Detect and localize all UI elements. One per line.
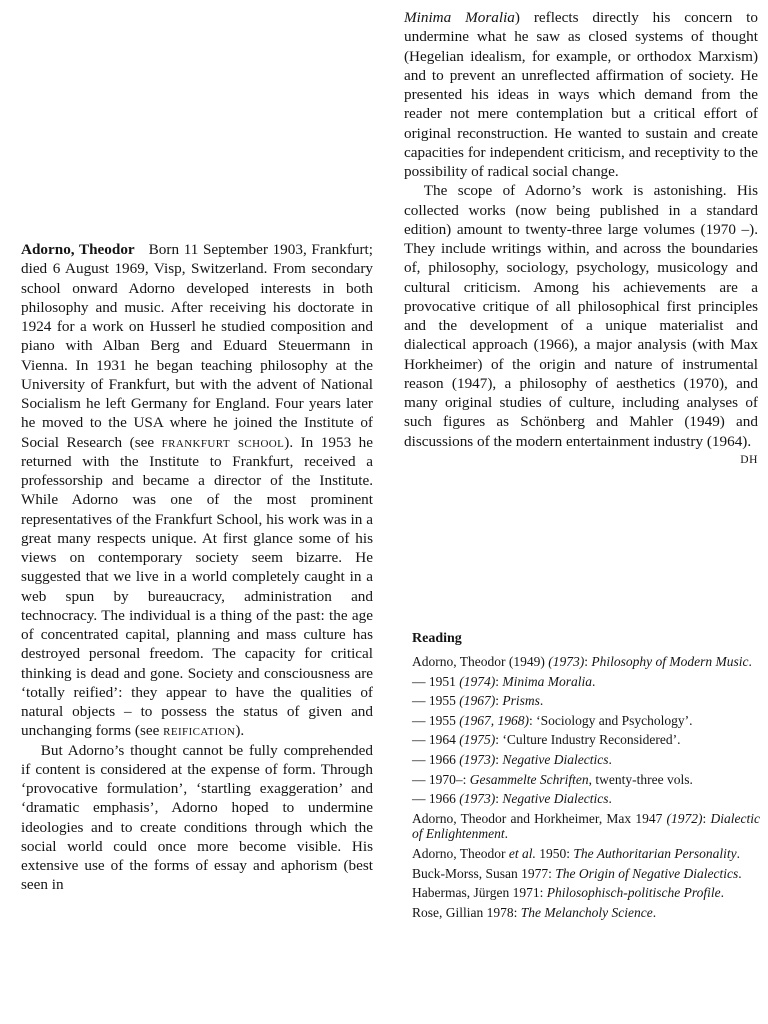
reading-citation-text: (1973) [459, 791, 496, 807]
reading-citation-text: — 1966 [412, 751, 460, 767]
reading-entry [412, 752, 760, 768]
reading-entry [412, 654, 760, 670]
reading-citation-text: : [495, 791, 503, 807]
reading-items [412, 654, 760, 920]
reading-title-text: Negative Dialectics [502, 791, 609, 807]
reading-entry [412, 866, 760, 882]
reading-citation-text: (1967, 1968) [459, 712, 529, 728]
reading-citation-text: (1972) [666, 810, 703, 826]
entry-text: Born 11 September 1903, Frankfurt; died 6 August 1969, Visp, Switzerland. From secondary school onward Adorno developed interests in both philosophy and music. After receiving his doctorate in 1924 for a work on Husserl he studied composition and piano with Alban Berg and Eduard Steuermann in Vienna. In 1931 he began teaching philosophy at the University of Frankfurt, but with the advent of National Socialism he left Germany for England. Four years later he moved to the USA where he joined the Institute of Social Research (see [21, 241, 373, 451]
reading-citation-text: — 1951 [412, 673, 460, 689]
reading-citation-text: (1973) [548, 654, 585, 669]
reading-citation-text: : [495, 751, 503, 767]
reading-citation-text: . [608, 751, 612, 767]
entry-text: The scope of Adorno’s work is astonishing. His collected works (now being published in a standard edition) amount to twenty-three large volumes (1970 –). They include writings within, and across the boundaries of, philosophy, sociology, psychology, musicology and cultural criticism. Among his achievements are a provocative critique of all philosophical first principles and the development of a unique materialist and dialectical approach (1966), a major analysis (with Max Horkheimer) of the origin and nature of instrumental reason (1947), a philosophy of aesthetics (1970), and many original studies of culture, including analyses of such figures as Schönberg and Mahler (1949) and discussions of the modern entertainment industry (1964). [404, 182, 758, 450]
reading-title-text: The Melancholy Science [520, 904, 653, 920]
author-initials: DH [740, 453, 758, 466]
reading-title-text: Prisms [502, 693, 540, 709]
reading-entry [412, 791, 760, 807]
right-column [404, 8, 758, 470]
reading-citation-text: . [608, 791, 612, 807]
reading-heading: Reading [412, 631, 462, 646]
reading-citation-text: , twenty-three vols. [588, 771, 693, 787]
reading-citation-text: Adorno, Theodor (1949) [412, 654, 549, 669]
reading-title-text: Negative Dialectics [502, 751, 609, 767]
entry-text: ). [235, 722, 245, 740]
reading-citation-text: Adorno, Theodor [412, 845, 509, 861]
entry-paragraph-2-start [21, 741, 373, 895]
reading-citation-text: : [495, 693, 503, 709]
reading-title-text: Philosophy of Modern Music [591, 654, 749, 669]
reading-citation-text: . [748, 654, 752, 669]
reading-entry [412, 713, 760, 729]
reading-citation-text: Rose, Gillian 1978: [412, 904, 521, 920]
cross-reference-link[interactable]: reification [163, 722, 236, 740]
reading-citation-text: — 1955 [412, 693, 460, 709]
book-title: Minima Moralia [404, 9, 515, 26]
reading-list [412, 630, 760, 924]
entry-text: ) reflects directly his concern to undermine what he saw as closed systems of thought (Hegelian idealism, for example, or orthodox Marxism) and to prevent an unreflected affirmation of society. He presented his ideas in ways which demand from the reader not mere contemplation but a critical effort of original reconstruction. He wanted to sustain and create capacities for independent criticism, and receptivity to the possibility of radical social change. [404, 9, 758, 180]
reading-entry [412, 885, 760, 901]
reading-citation-text: Buck-Morss, Susan 1977: [412, 865, 556, 881]
reading-citation-text: . [736, 845, 741, 861]
reading-entry [412, 905, 760, 921]
entry-text: ). In 1953 he returned with the Institute to Frankfurt, received a professorship and became a director of the Institute. While Adorno was one of the most prominent representatives of the Frankfurt School, his work was in a great many respects unique. At first glance some of his views on contemporary society seem bizarre. He suggested that we live in a world completely caught in a web spun by bureaucracy, administration and technocracy. The individual is a thing of the past: the age of concentrated capital, planning and mass culture has destroyed personal freedom. The capacity for critical thinking is dead and gone. Society and consciousness are ‘totally reified’: they appear to have the qualities of natural objects – to possess the status of given and unchanging forms (see [21, 433, 374, 740]
reading-entry [412, 772, 760, 788]
reading-citation-text: : [702, 810, 711, 826]
reading-citation-text: — 1966 [412, 791, 460, 807]
reading-citation-text: . [504, 826, 508, 842]
reading-citation-text: : [495, 732, 503, 748]
reading-entry [412, 811, 760, 842]
reading-entry [412, 693, 760, 709]
reading-citation-text: (1975) [459, 732, 496, 748]
entry-headword: Adorno, Theodor [21, 241, 135, 258]
entry-paragraph-1 [21, 240, 373, 741]
reading-citation-text: Habermas, Jürgen 1971: [412, 885, 547, 901]
reading-citation-text: . [539, 693, 544, 709]
reading-title-text: Philosophisch-politische Profile [546, 885, 721, 901]
reading-title-text: The Authoritarian Personality [573, 845, 737, 861]
reading-citation-text: ‘Sociology and Psychology’. [536, 712, 693, 728]
entry-paragraph-3 [404, 181, 758, 466]
reading-citation-text: 1950: [535, 845, 574, 861]
reading-citation-text: . [652, 904, 657, 920]
reading-entry [412, 846, 760, 862]
reading-citation-text: (1974) [459, 673, 496, 689]
reading-citation-text: . [592, 673, 596, 689]
reading-entry [412, 674, 760, 690]
reading-citation-text: ‘Culture Industry Reconsidered’. [502, 732, 681, 748]
reading-title-text: Gesammelte Schriften [469, 771, 589, 787]
reading-citation-text: (1973) [459, 751, 496, 767]
reading-citation-text: . [738, 865, 742, 881]
reading-citation-text: — 1955 [412, 712, 460, 728]
reading-title-text: The Origin of Negative Dialectics [555, 865, 739, 881]
reading-citation-text: : [584, 654, 592, 669]
reading-title-text: Minima Moralia [502, 673, 593, 689]
cross-reference-link[interactable]: frankfurt school [161, 433, 285, 451]
reading-title-text: Dialectic of Enlightenment [412, 810, 760, 842]
reading-citation-text: . [720, 885, 724, 901]
reading-citation-text: et al. [508, 845, 536, 861]
reading-citation-text: Adorno, Theodor and Horkheimer, Max 1947 [412, 810, 667, 826]
reading-citation-text: : [495, 673, 503, 689]
entry-text: But Adorno’s thought cannot be fully comprehended if content is considered at the expense of form. Through ‘provocative formulation’, ‘startling exaggeration’ and ‘dramatic emphasis’, Adorno hoped to undermine ideologies and to create conditions through which the social world could once more become visible. His extensive use of the forms of essay and aphorism (best seen in [21, 741, 373, 894]
reading-citation-text: (1967) [459, 693, 496, 709]
reading-entry [412, 732, 760, 748]
reading-citation-text: — 1964 [412, 732, 460, 748]
reading-citation-text: — 1970–: [412, 771, 470, 787]
entry-paragraph-2-cont [404, 8, 758, 181]
left-column [21, 240, 373, 895]
reading-citation-text: : [529, 712, 537, 728]
